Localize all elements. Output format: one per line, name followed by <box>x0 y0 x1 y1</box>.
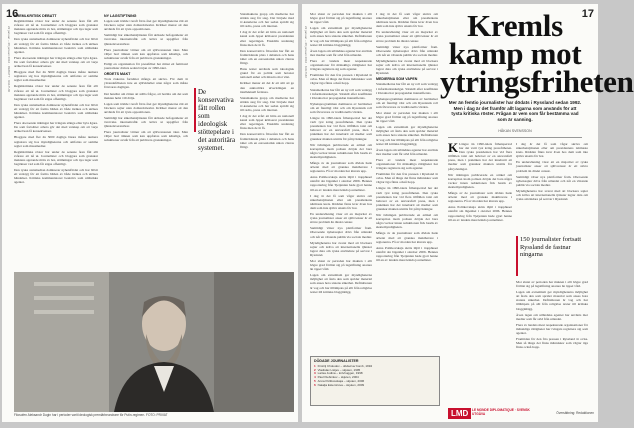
paragraph: Mot slutet av perioden har makten i allt högre grad förlitat sig på lagstiftning snarare än öppet våld. <box>376 110 438 124</box>
right-page <box>302 4 634 422</box>
list-text: Dmitrij Cholodov – dödad av bomb, 1994 <box>317 364 373 368</box>
paragraph: Anna Politkovskaja sköts ihjäl i trapphuset utanför sin lägenhet i oktober 2006. Hennes rapportering från Tjetjenien hade gjort henne till en av landets mest kända journalister. <box>310 175 372 192</box>
paragraph: Samtidigt växer nya plattformar fram. Oberoende nyhetssajter drivs från utlandet och når en växande publik via sociala medier. <box>310 226 372 239</box>
paragraph: I dag är det få som vågar skriva om säkerhetstjänsten eller om presidentens närmaste krets. Rädslan finns kvar även hos dem som inte själva utsatts för hot. <box>310 193 372 210</box>
paragraph: Statsmaktens grepp om medierna har stärkts steg för steg. Det började med tv-kanalerna och har sedan spridit sig till radio, press och internet. <box>240 95 294 112</box>
fact-box-title: DÖDADE JOURNALISTER <box>314 359 359 363</box>
paragraph: Längre än 1990-talets frihetsperiod har det varit tyst kring pressfriheten. Den ryska presidenten har vid flera tillfällen talat om behovet av en ansvarsfull press, men i praktiken har det inneburit att medier som granskar makten utsätts för påtryckningar. <box>376 186 438 211</box>
paragraph: Kritiker menar att det är ett sätt att ge den auktoritära utvecklingen en intellektuell fernissa. <box>240 81 294 94</box>
paragraph: Nyhetsprogrammen domineras av berättelser om ett fientligt väst och om Rysslands roll som försvarare av traditionella värden. <box>376 96 438 109</box>
list-number: 5 <box>314 378 316 383</box>
paragraph: Statsmedierna har fått en ny roll som verktyg i informationskriget. Särskilt efter konflikten i Ukraina har propagandan intensifierats. <box>310 87 372 100</box>
paragraph: Framtiden för den fria pressen i Ryssland är oviss. Men så länge det finns människor som vägrar tiga finns också hopp. <box>310 73 372 86</box>
paragraph: Samtidigt har säkerhetstjänsten fått utökade befogenheter att övervaka internettrafik och kräva ut uppgifter från tjänsteleverantörer. <box>104 33 188 46</box>
pull-quote-bar-right <box>516 236 518 276</box>
list-text: Larisa Judina – knivhuggen, 1998 <box>317 371 363 376</box>
paragraph: Lagen om extremism ger myndigheterna möjlighet att åtala den som sprider material som anses hota statens säkerhet. Definitionen är vag och har tillämpats på allt från religiösa texter till kritiska blogginlägg. <box>516 290 588 311</box>
paragraph: Längre än 1990-talets frihetsperiod har det varit tyst kring pressfriheten. Den ryska presidenten har vid flera tillfällen talat om behovet av en ansvarsfull press, men i praktiken har det inneburit att medier som granskar makten utsätts för påtryckningar. <box>448 142 512 171</box>
paragraph: När tidningen publicerade en artikel om korruption inom polisen dröjde det bara några veckor innan redaktionen fick besök av skattemyndigheten. <box>310 142 372 159</box>
list-item <box>311 384 439 388</box>
paragraph: Anna Politkovskaja sköts ihjäl i trapphuset utanför sin lägenhet i oktober 2006. Hennes rapportering från Tjetjenien hade gjort henne till en av landets mest kända journalister. <box>376 245 438 262</box>
translation-note: Översättning: Redaktionen <box>556 411 594 415</box>
paragraph: Statsmedierna har fått en ny roll som verktyg i informationskriget. Särskilt efter konflikten i Ukraina har propagandan intensifierats. <box>376 82 438 95</box>
paragraph: Samtidigt växer nya plattformar fram. Oberoende nyhetssajter drivs från utlandet och når en växande publik via sociala medier. <box>376 44 438 57</box>
list-text: Paul Klebnikov – skjuten, 2004 <box>317 375 359 380</box>
page-number-left: 16 <box>6 8 19 20</box>
paragraph: Även lagen om utländska agenter har använts mot medier som får stöd från utlandet. <box>516 312 588 321</box>
publication-name: LE MONDE DIPLOMATIQUE · SVENSK UTGÅVA <box>472 408 530 416</box>
paragraph: Mot slutet av perioden har makten i allt högre grad förlitat sig på lagstiftning snarare än öppet våld. <box>516 280 588 289</box>
paragraph: Lagen som trädde i kraft förra året ger myndigheterna rätt att blockera sajter utan domstolsbeslut. Kritiker menar att den används för att tysta oppositionen. <box>104 19 188 32</box>
paragraph: Lagen om extremism ger myndigheterna möjlighet att åtala den som sprider material som anses hota statens säkerhet. Definitionen är vag och har tillämpats på allt från religiösa texter till kritiska blogginlägg. <box>310 26 372 47</box>
paragraph: I dag är det få som vågar skriva om säkerhetstjänsten eller om presidentens närmaste krets. Rädslan finns kvar även hos dem som inte själva utsatts för hot. <box>516 142 588 159</box>
paragraph: Samtidigt växer nya plattformar fram. Oberoende nyhetssajter drivs från utlandet och når en växande publik via sociala medier. <box>516 174 588 187</box>
paragraph-lead <box>448 142 512 171</box>
paragraph: Den ryska statsmedian dominerar nyhetsflödet och har blivit ett verktyg för att forma bilden av både inrikes och utrikes händelser. Kritiska kommentatorer beskrivs som utländska agenter. <box>14 168 98 185</box>
paragraph: Samtidigt har säkerhetstjänsten fått utökade befogenheter att övervaka internettrafik och kräva ut uppgifter från tjänsteleverantörer. <box>104 115 188 129</box>
paragraph: I dag är det få som vågar skriva om säkerhetstjänsten eller om presidentens närmaste krets. Rädslan finns kvar även hos dem som inte själva utsatts för hot. <box>376 12 438 29</box>
paragraph: Anna Politkovskaja sköts ihjäl i trapphuset utanför sin lägenhet i oktober 2006. Hennes rapportering från Tjetjenien hade gjort henne till en av landets mest kända journalister. <box>448 205 512 222</box>
paragraph: Regimkritiska röster har under de senaste åren fått allt svårare att nå ut. Journalister och bloggare som granskar maktens agerande möts av hot, stämningar och nya lagar som begränsar vad som får sägas offentligt. <box>14 149 98 166</box>
side-note-right: 22 januari – 28 januari 2016 · KULTUR <box>304 26 308 78</box>
paragraph: Lagen om extremism ger myndigheterna möjlighet att åtala den som sprider material som anses hota statens säkerhet. Definitionen är vag och har tillämpats på allt från religiösa texter till kritiska blogginlägg. <box>310 273 372 294</box>
side-note-left: 22 januari – 28 januari 2016 · DEBATT · KULTUR <box>7 26 11 92</box>
article-column-right-4 <box>516 142 588 232</box>
headline-line: ytringsfriheten <box>440 64 634 99</box>
paragraph: Många av de journalister som dödats hade arbetat med att granska makthavare i regionerna. Få av morden har klarats upp. <box>448 191 512 204</box>
paragraph: Framtiden för den fria pressen i Ryssland är oviss. Men så länge det finns människor som vägrar tiga finns också hopp. <box>516 337 588 350</box>
headline-line: Kremls <box>467 8 563 43</box>
paragraph: En undersökning visar att en majoritet av ryska journalister anser att självcensur är ett större problem än direkt censur. <box>516 160 588 173</box>
portrait-illustration <box>14 272 294 412</box>
paragraph: Myndigheterna har svarat med att blockera sajter och kräva att internationella tjänster lagrar data om ryska användare på servrar i Ryssland. <box>516 188 588 202</box>
paragraph: Bloggare med fler än 3000 dagliga läsare måste numera registrera sig hos myndigheterna och omfattas av samma regler som massmedier. <box>14 70 98 83</box>
paragraph: Framtiden för den fria pressen i Ryssland är oviss. Men så länge det finns människor som vägrar tiga finns också hopp. <box>376 172 438 185</box>
list-number: 1 <box>314 364 316 368</box>
paragraph: Flera journalister vittnar om att självcensuren ökar. Man väljer bort ämnen som kan uppfattas som känsliga, och redaktioner avstår från att publicera granskningar. <box>104 47 188 60</box>
list-text: Natalja Estemirova – skjuten, 2009 <box>317 382 365 387</box>
fact-box <box>310 356 440 406</box>
article-column-1 <box>14 12 98 267</box>
paragraph: Myndigheterna har svarat med att blockera sajter och kräva att internationella tjänster lagrar data om ryska användare på servrar i Ryssland. <box>376 58 438 76</box>
list-number: 2 <box>314 367 316 372</box>
publication-logo: LMD <box>448 408 471 419</box>
paragraph: Hans texter används som ideologisk grund för en politik som betonar nationell enhet och misstro mot väst. <box>240 67 294 80</box>
paragraph: Flera oberoende tidningar har tvingats stänga eller byta ägare. De som fortsätter arbeta gör det med vetskap om att varje artikel kan få konsekvenser. <box>14 121 98 134</box>
paragraph: Lagen om extremism ger myndigheterna möjlighet att åtala den som sprider material som anses hota statens säkerhet. Definitionen är vag och har tillämpats på allt från religiösa texter till kritiska blogginlägg. <box>376 125 438 146</box>
column-heading: KREMLKRITISK DEBATT <box>14 14 57 18</box>
paragraph: Bloggare med fler än 3000 dagliga läsare måste numera registrera sig hos myndigheterna och omfattas av samma regler som massmedier. <box>14 135 98 148</box>
paragraph: Trots riskerna fortsätter många att skriva. För dem är yttrandefriheten inte en självklarhet utan något som måste försvaras dagligen. <box>104 77 188 90</box>
column-heading: MEDIERNA SOM VAPEN <box>376 77 418 82</box>
byline: HÅKAN SVENSSON <box>498 129 532 133</box>
paragraph: Myndigheterna har svarat med att blockera sajter och kräva att internationella tjänster lagrar data om ryska användare på servrar i Ryssland. <box>310 240 372 257</box>
paragraph: Regimkritiska röster har under de senaste åren fått allt svårare att nå ut. Journalister och bloggare som granskar maktens agerande möts av hot, stämningar och nya lagar som begränsar vad som får sägas offentligt. <box>14 19 98 36</box>
paragraph: Enligt en organisation för pressfrihet har minst ett femtiotal journalister dödats sedan början av 1990-talet. <box>104 61 188 71</box>
divider <box>448 137 582 138</box>
article-column-right-2 <box>376 12 438 414</box>
drop-cap: K <box>448 140 459 155</box>
paragraph: Flera journalister vittnar om att självcensuren ökar. Man väljer bort ämnen som kan uppfattas som känsliga, och redaktioner avstår från att publicera granskningar. <box>104 130 188 143</box>
pull-quote: De konservativa fått rollen som ideologisk stöttepelare i det autoritära systemet. <box>198 88 236 152</box>
paragraph: Det handlar om rätten att ställa frågor, att berätta om det som makten helst vill dölja. <box>104 91 188 100</box>
headline-line: kamp mot <box>448 36 582 71</box>
article-column-right-3 <box>448 142 512 414</box>
paragraph: En undersökning visar att en majoritet av ryska journalister anser att självcensur är ett större problem än direkt censur. <box>310 212 372 225</box>
article-column-right-5 <box>516 280 588 414</box>
paragraph: Den ryska statsmedian dominerar nyhetsflödet och har blivit ett verktyg för att forma bilden av både inrikes och utrikes händelser. Kritiska kommentatorer beskrivs som utländska agenter. <box>14 37 98 54</box>
paragraph: Även lagen om utländska agenter har använts mot medier som får stöd från utlandet. <box>376 147 438 156</box>
paragraph: Mot slutet av perioden har makten i allt högre grad förlitat sig på lagstiftning snarare än öppet våld. <box>310 258 372 272</box>
list-number: 3 <box>314 371 316 376</box>
pull-quote-bar <box>194 88 196 132</box>
paragraph: Många av de journalister som dödats hade arbetat med att granska makthavare i regionerna. Få av morden har klarats upp. <box>376 231 438 244</box>
paragraph: När tidningen publicerade en artikel om korruption inom polisen dröjde det bara några veckor innan redaktionen fick besök av skattemyndigheten. <box>376 213 438 230</box>
paragraph: Flera oberoende tidningar har tvingats stänga eller byta ägare. De som fortsätter arbeta gör det med vetskap om att varje artikel kan få konsekvenser. <box>14 55 98 69</box>
page-number-right: 17 <box>581 8 594 20</box>
list-number: 4 <box>314 375 316 380</box>
article-column-2 <box>104 12 188 267</box>
paragraph: Flera av landets mest respekterade organisationer för mänskliga rättigheter har tvingats registrera sig som agenter. <box>310 58 372 72</box>
portrait-photo <box>14 272 294 412</box>
article-column-right-1 <box>310 12 372 414</box>
list-text: Anna Politkovskaja – skjuten, 2006 <box>317 378 365 383</box>
paragraph: Nyhetsprogrammen domineras av berättelser om ett fientligt väst och om Rysslands roll som försvarare av traditionella värden. <box>310 101 372 114</box>
paragraph: Mot slutet av perioden har makten i allt högre grad förlitat sig på lagstiftning snarare än öppet våld. <box>310 12 372 25</box>
paragraph: Den konservativa filosofen har fått en framträdande plats i debatten och hans idéer om en euroasiatisk union citeras flitigt. <box>240 48 294 66</box>
left-page <box>2 4 298 422</box>
paragraph: Statsmaktens grepp om medierna har stärkts steg för steg. Det började med tv-kanalerna och har sedan spridit sig till radio, press och internet. <box>240 12 294 29</box>
paragraph: I dag är det svårt att hitta en nationell kanal som öppet kritiserar presidenten eller regeringen. Enskilda undantag finns men de är få. <box>240 30 294 47</box>
paragraph: Flera av landets mest respekterade organisationer för mänskliga rättigheter har tvingats registrera sig som agenter. <box>516 322 588 336</box>
article-ingress: Mer än femtio journalister har dödats i Ryssland sedan 1992. Men i dag är det framför allt lagarna som används för att tysta kritiska röster. Frågan är vem som får bestämma vad som är sanning. <box>448 100 582 122</box>
paragraph: Många av de journalister som dödats hade arbetat med att granska makthavare i regionerna. Få av morden har klarats upp. <box>310 161 372 174</box>
paragraph: Flera av landets mest respekterade organisationer för mänskliga rättigheter har tvingats registrera sig som agenter. <box>376 157 438 171</box>
paragraph: Längre än 1990-talets frihetsperiod har det varit tyst kring pressfriheten. Den ryska presidenten har vid flera tillfällen talat om behovet av en ansvarsfull press, men i praktiken har det inneburit att medier som granskar makten utsätts för påtryckningar. <box>310 116 372 141</box>
column-heading: NY LAGSTIFTNING <box>104 14 137 18</box>
article-column-3 <box>240 12 294 267</box>
paragraph: I dag är det svårt att hitta en nationell kanal som öppet kritiserar presidenten eller regeringen. Enskilda undantag finns men de är få. <box>240 114 294 131</box>
paragraph: Lagen som trädde i kraft förra året ger myndigheterna rätt att blockera sajter utan domstolsbeslut. Kritiker menar att den används för att tysta oppositionen. <box>104 101 188 114</box>
paragraph: Även lagen om utländska agenter har använts mot medier som får stöd från utlandet. <box>310 48 372 57</box>
list-number: 6 <box>314 382 316 387</box>
paragraph: Regimkritiska röster har under de senaste åren fått allt svårare att nå ut. Journalister och bloggare som granskar maktens agerande möts av hot, stämningar och nya lagar som begränsar vad som får sägas offentligt. <box>14 84 98 101</box>
paragraph: När tidningen publicerade en artikel om korruption inom polisen dröjde det bara några veckor innan redaktionen fick besök av skattemyndigheten. <box>448 172 512 189</box>
paragraph: En undersökning visar att en majoritet av ryska journalister anser att självcensur är ett större problem än direkt censur. <box>376 30 438 43</box>
column-heading: ORDETS MAKT <box>104 72 131 77</box>
paragraph: Den konservativa filosofen har fått en framträdande plats i debatten och hans idéer om en euroasiatisk union citeras flitigt. <box>240 132 294 149</box>
pull-quote-right: 150 journalister fortsatt Ryssland de fastnar ningarna <box>520 236 582 258</box>
paragraph: Den ryska statsmedian dominerar nyhetsflödet och har blivit ett verktyg för att forma bilden av både inrikes och utrikes händelser. Kritiska kommentatorer beskrivs som utländska agenter. <box>14 102 98 120</box>
photo-caption: Filosofen Aleksandr Dugin har i perioder varit ideologisk premiärbeundrare för Putin-regimen. FOTO: PRIVAT <box>14 413 168 417</box>
list-text: Vladislav Listjev – skjuten, 1995 <box>317 367 361 372</box>
